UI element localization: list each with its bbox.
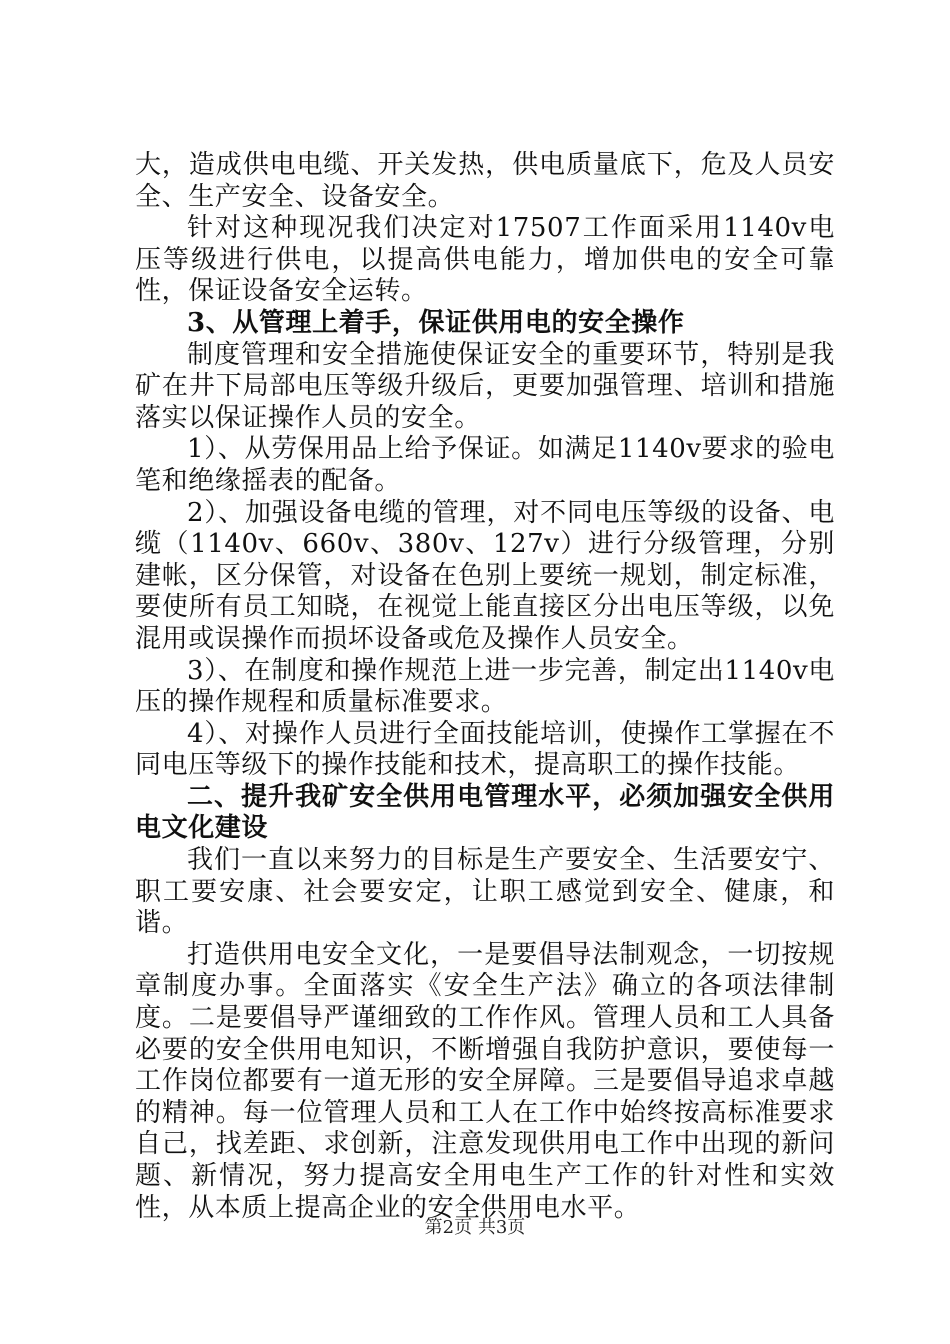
- paragraph-7: 3）、在制度和操作规范上进一步完善，制定出1140v电压的操作规程和质量标准要求。: [135, 655, 835, 718]
- paragraph-2: 针对这种现况我们决定对17507工作面采用1140v电压等级进行供电，以提高供电能力，增加供电的安全可靠性，保证设备安全运转。: [135, 213, 835, 307]
- paragraph-1: 大，造成供电电缆、开关发热，供电质量底下，危及人员安全、生产安全、设备安全。: [135, 150, 835, 212]
- document-page: [135, 150, 835, 1224]
- paragraph-11: 打造供用电安全文化，一是要倡导法制观念，一切按规章制度办事。全面落实《安全生产法》确立的各项法律制度。二是要倡导严谨细致的工作作风。管理人员和工人具备必要的安全供用电知识，不断增强自我防护意识，要使每一工作岗位都要有一道无形的安全屏障。三是要倡导追求卓越的精神。每一位管理人员和工人在工作中始终按高标准要求自己，找差距、求创新，注意发现供用电工作中出现的新问题、新情况，努力提高安全用电生产工作的针对性和实效性，从本质上提高企业的安全供用电水平。: [135, 939, 835, 1223]
- paragraph-8: 4）、对操作人员进行全面技能培训，使操作工掌握在不同电压等级下的操作技能和技术，提高职工的操作技能。: [135, 718, 835, 781]
- paragraph-6: 2）、加强设备电缆的管理，对不同电压等级的设备、电缆（1140v、660v、380v、127v）进行分级管理，分别建帐，区分保管，对设备在色别上要统一规划，制定标准，要使所有员工知晓，在视觉上能直接区分出电压等级，以免混用或误操作而损坏设备或危及操作人员安全。: [135, 497, 835, 654]
- paragraph-5: 1）、从劳保用品上给予保证。如满足1140v要求的验电笔和绝缘摇表的配备。: [135, 434, 835, 496]
- page-footer: 第2页 共3页: [424, 1217, 526, 1238]
- paragraph-10: 我们一直以来努力的目标是生产要安全、生活要安宁、职工要安康、社会要安定，让职工感觉到安全、健康，和谐。: [135, 845, 835, 939]
- section-heading-3: 3、从管理上着手，保证供用电的安全操作: [187, 307, 685, 338]
- paragraph-4: 制度管理和安全措施使保证安全的重要环节，特别是我矿在井下局部电压等级升级后，更要加强管理、培训和措施落实以保证操作人员的安全。: [135, 339, 835, 433]
- section-heading-2: 二、提升我矿安全供用电管理水平，必须加强安全供用电文化建设: [135, 781, 835, 844]
